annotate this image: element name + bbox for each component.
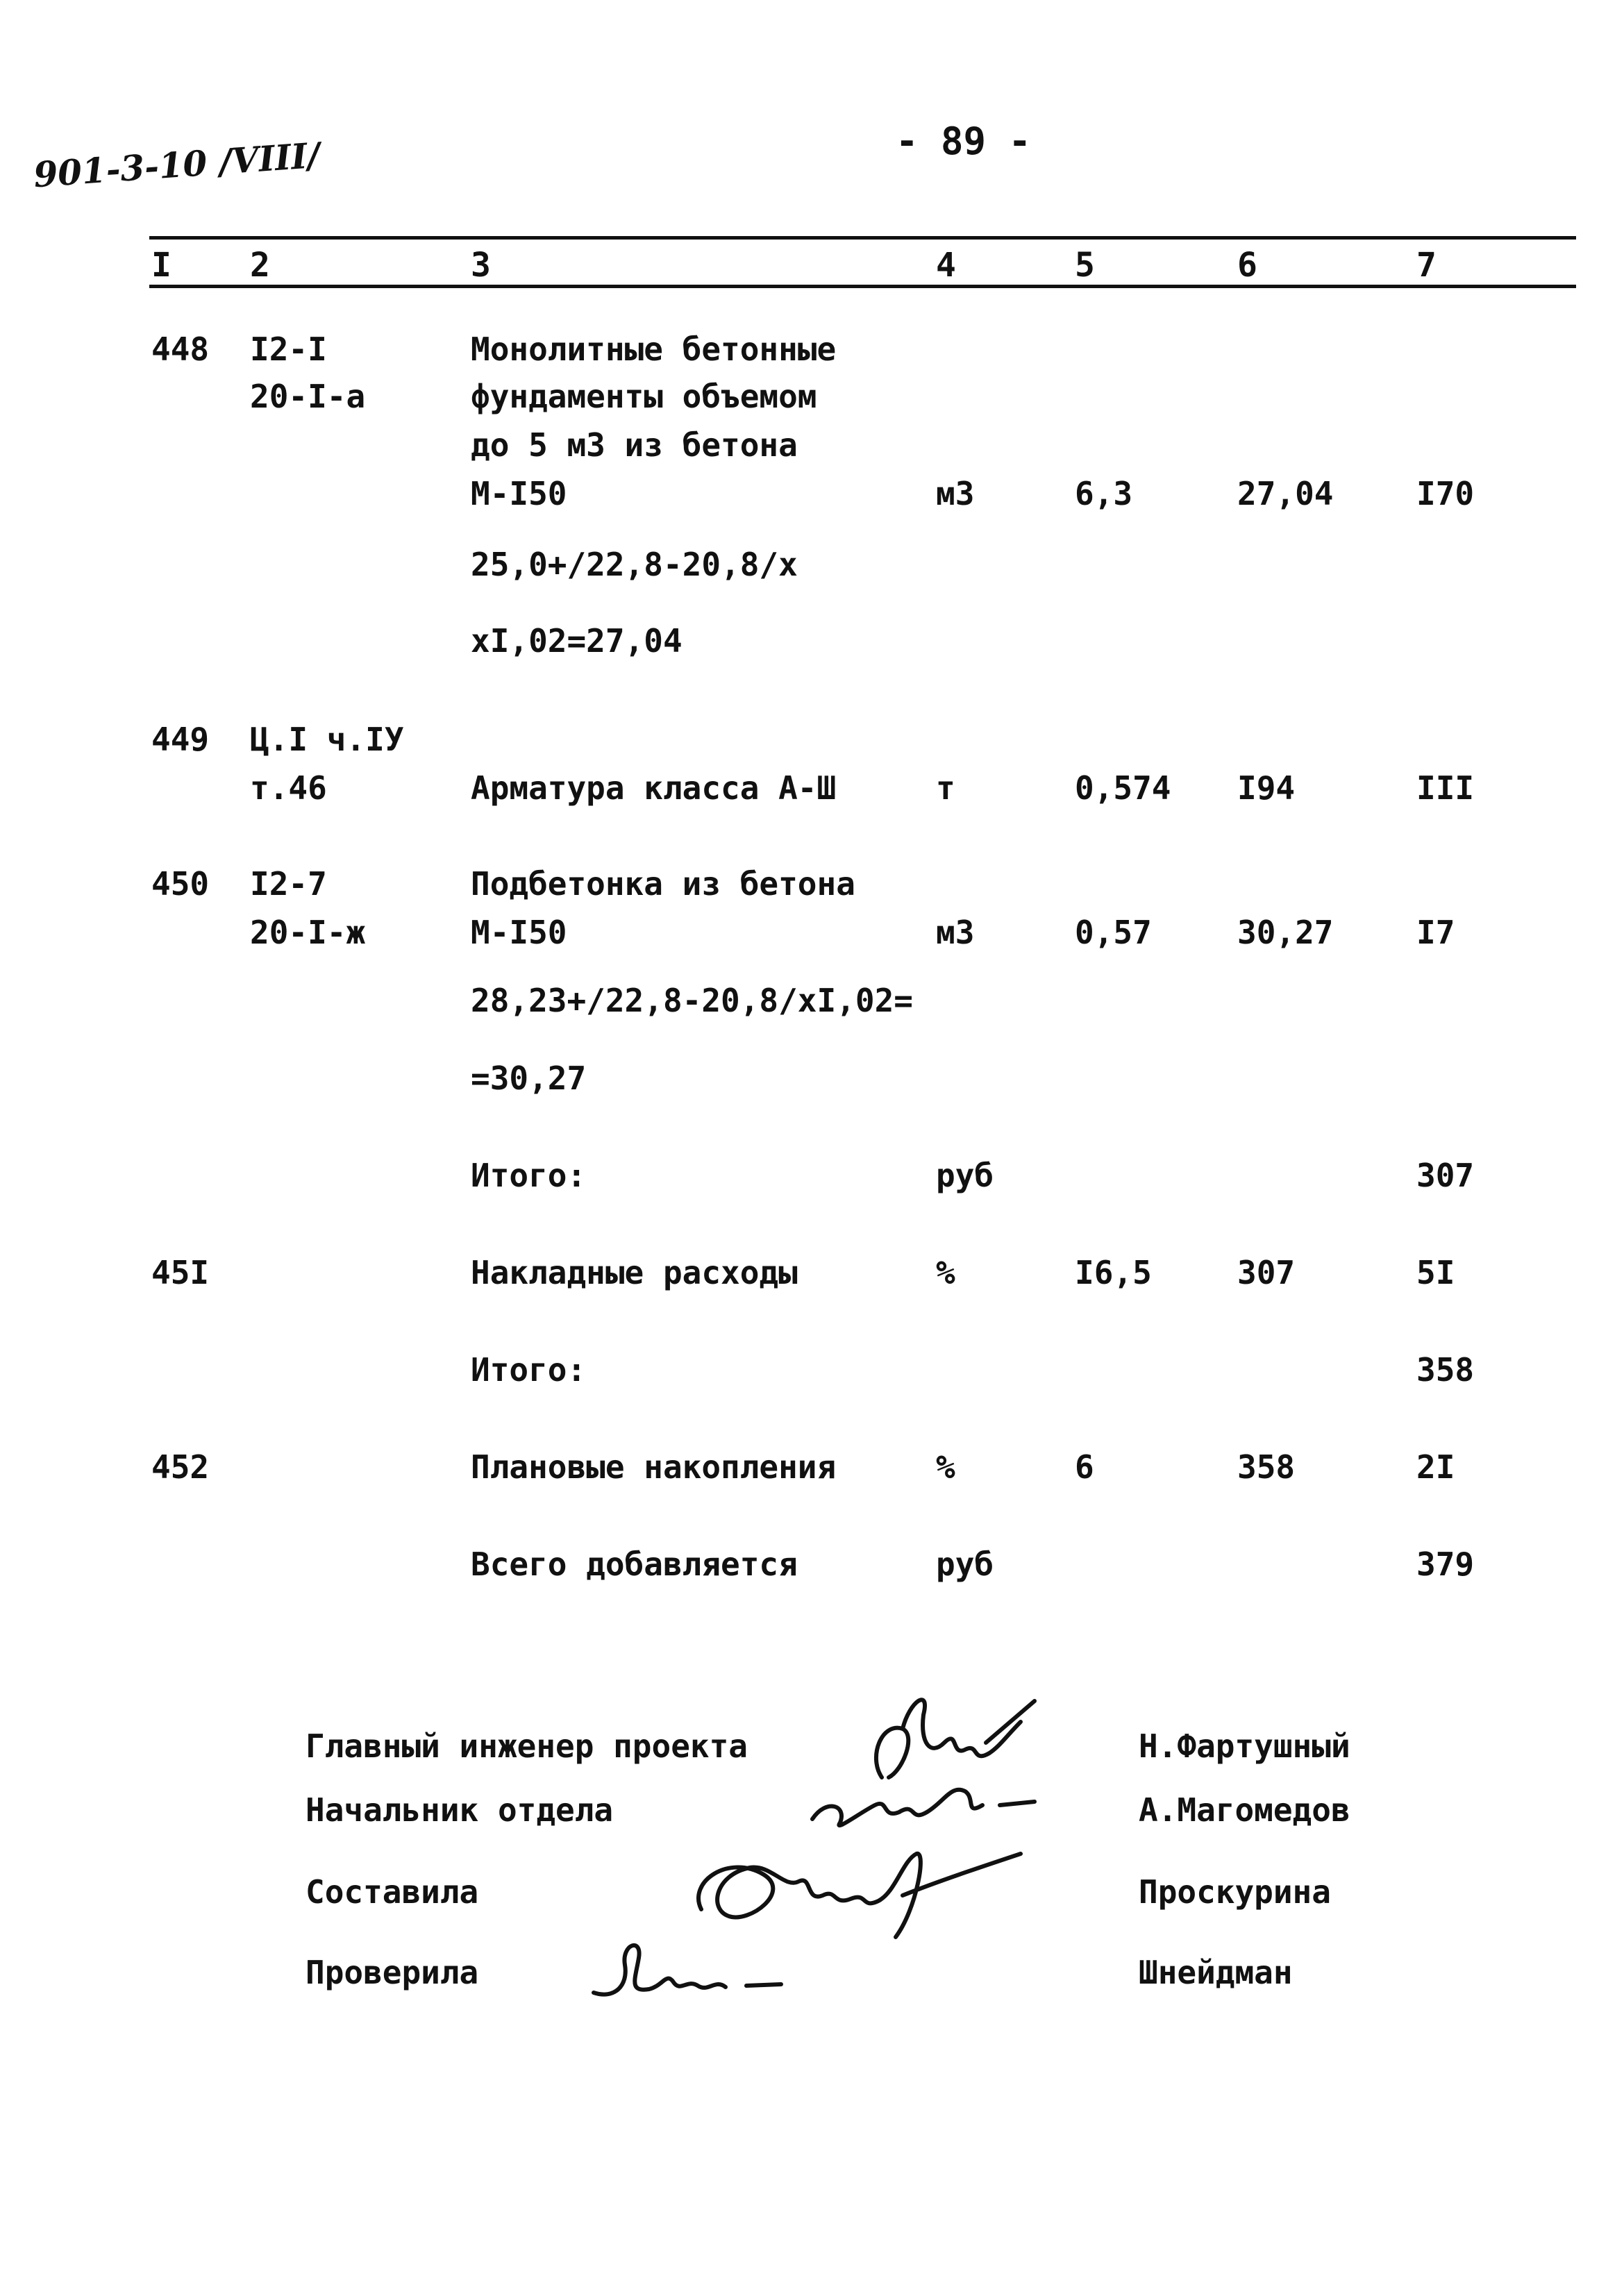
row-description: Арматура класса А-Ш (471, 769, 837, 807)
col-header-1: I (151, 246, 171, 285)
row-total: I70 (1416, 475, 1475, 512)
row-description: фундаменты объемом (471, 378, 817, 415)
row-unit: % (936, 1254, 955, 1291)
row-quantity: 0,574 (1075, 769, 1171, 807)
handwritten-signature (587, 1923, 795, 2013)
row-number: 45I (151, 1254, 210, 1291)
row-total: 5I (1416, 1254, 1455, 1291)
col-header-3: 3 (471, 246, 491, 285)
row-code: Ц.I ч.IУ (250, 721, 404, 758)
signature-name: Шнейдман (1139, 1954, 1293, 1991)
row-quantity: 6 (1075, 1448, 1094, 1486)
col-header-4: 4 (936, 246, 956, 285)
row-quantity: 6,3 (1075, 475, 1133, 512)
row-code: I2-I (250, 330, 327, 368)
row-description: до 5 м3 из бетона (471, 426, 798, 464)
row-number: 448 (151, 330, 210, 368)
row-total: 307 (1416, 1157, 1475, 1194)
row-description: М-I50 (471, 914, 567, 951)
signature-role: Проверила (305, 1954, 479, 1991)
row-price: 307 (1237, 1254, 1296, 1291)
signature-role: Главный инженер проекта (305, 1727, 748, 1765)
row-number: 452 (151, 1448, 210, 1486)
handwritten-signature (805, 1764, 1055, 1840)
row-price: 27,04 (1237, 475, 1334, 512)
table-top-rule (149, 236, 1576, 240)
row-description: Подбетонка из бетона (471, 865, 855, 903)
row-price: I94 (1237, 769, 1296, 807)
col-header-2: 2 (250, 246, 270, 285)
row-total: 2I (1416, 1448, 1455, 1486)
row-calculation: =30,27 (471, 1059, 587, 1097)
signature-role: Составила (305, 1873, 479, 1911)
row-unit: м3 (936, 914, 975, 951)
document-code: 901-3-10 /VIII/ (32, 134, 321, 196)
table-header-rule (149, 285, 1576, 288)
signature-name: Н.Фартушный (1139, 1727, 1350, 1765)
row-total: 379 (1416, 1545, 1475, 1583)
row-description: Итого: (471, 1157, 587, 1194)
col-header-7: 7 (1416, 246, 1437, 285)
row-unit: % (936, 1448, 955, 1486)
row-unit: руб (936, 1157, 994, 1194)
row-description: Всего добавляется (471, 1545, 798, 1583)
row-number: 449 (151, 721, 210, 758)
row-total: 358 (1416, 1351, 1475, 1389)
col-header-6: 6 (1237, 246, 1257, 285)
signature-role: Начальник отдела (305, 1791, 614, 1829)
row-calculation: xI,02=27,04 (471, 622, 683, 660)
row-description: Накладные расходы (471, 1254, 798, 1291)
row-total: III (1416, 769, 1475, 807)
signature-name: Проскурина (1139, 1873, 1331, 1911)
row-quantity: 0,57 (1075, 914, 1152, 951)
row-description: М-I50 (471, 475, 567, 512)
signature-name: А.Магомедов (1139, 1791, 1350, 1829)
page-number: - 89 - (896, 119, 1032, 163)
row-unit: м3 (936, 475, 975, 512)
row-quantity: I6,5 (1075, 1254, 1152, 1291)
row-code: 20-I-ж (250, 914, 366, 951)
row-description: Плановые накопления (471, 1448, 837, 1486)
row-description: Монолитные бетонные (471, 330, 837, 368)
row-price: 358 (1237, 1448, 1296, 1486)
row-total: I7 (1416, 914, 1455, 951)
row-code: т.46 (250, 769, 327, 807)
row-code: I2-7 (250, 865, 327, 903)
row-code: 20-I-a (250, 378, 366, 415)
row-unit: т (936, 769, 955, 807)
row-description: Итого: (471, 1351, 587, 1389)
row-calculation: 25,0+/22,8-20,8/x (471, 546, 798, 583)
row-price: 30,27 (1237, 914, 1334, 951)
row-number: 450 (151, 865, 210, 903)
row-calculation: 28,23+/22,8-20,8/xI,02= (471, 982, 913, 1019)
row-unit: руб (936, 1545, 994, 1583)
col-header-5: 5 (1075, 246, 1095, 285)
